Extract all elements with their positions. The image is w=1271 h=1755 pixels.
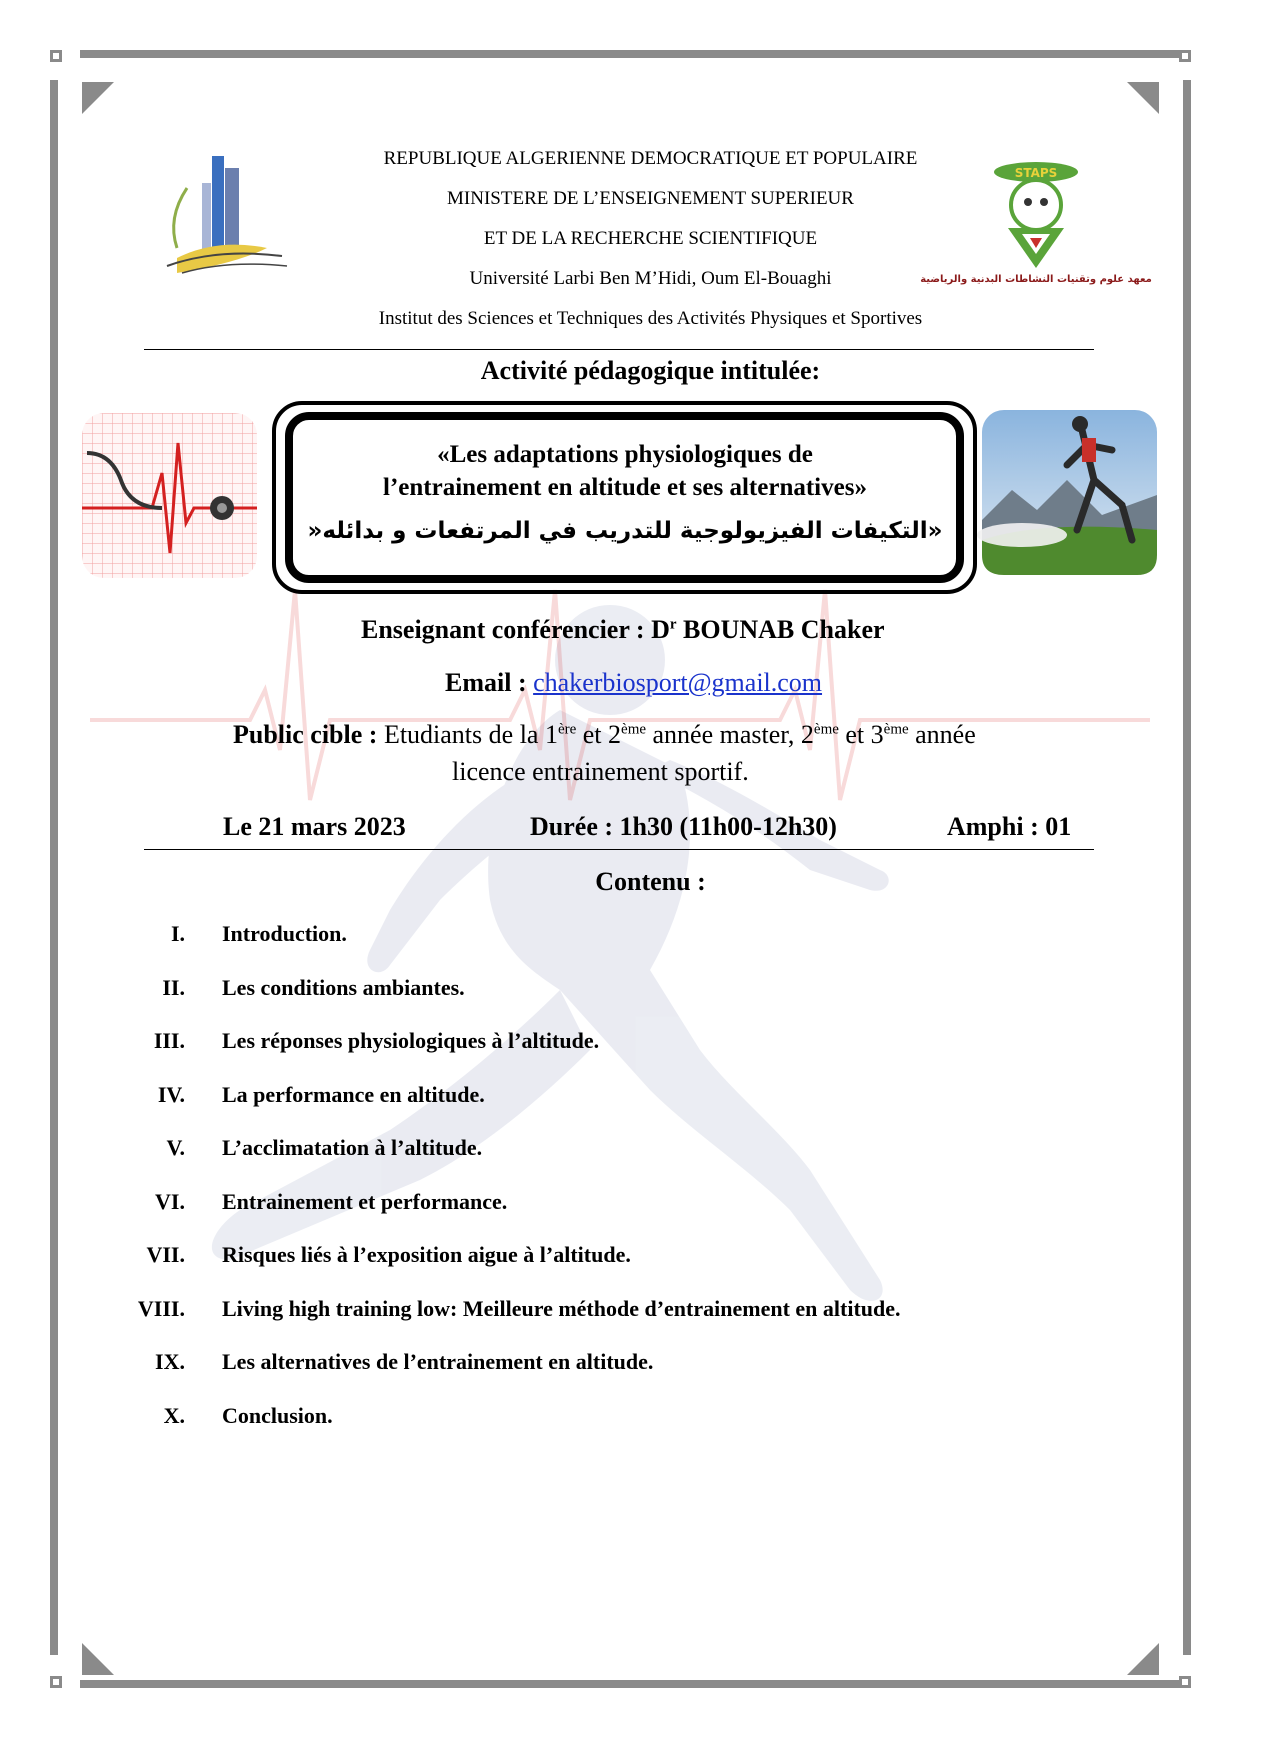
public-text-1: Etudiants de la 1 xyxy=(383,720,558,749)
toc-num: III. xyxy=(153,1028,185,1053)
toc-num: I. xyxy=(170,921,185,946)
toc-item: Les conditions ambiantes. xyxy=(222,975,465,1000)
corner-triangle-tr xyxy=(1127,82,1159,114)
teacher-line xyxy=(361,615,885,645)
toc-item: Entrainement et performance. xyxy=(222,1189,508,1214)
header-divider xyxy=(144,349,1094,350)
room-text: Amphi : 01 xyxy=(947,812,1072,841)
toc-item: Introduction. xyxy=(222,921,347,946)
header-ministry: MINISTERE DE L’ENSEIGNEMENT SUPERIEUR xyxy=(447,188,854,209)
mountain-runner-image xyxy=(982,410,1157,575)
header-research: ET DE LA RECHERCHE SCIENTIFIQUE xyxy=(483,228,818,249)
toc-num: VIII. xyxy=(137,1296,185,1321)
public-label: Public cible : xyxy=(233,720,384,749)
toc-num: II. xyxy=(162,975,185,1000)
toc-item: L’acclimatation à l’altitude. xyxy=(222,1135,483,1160)
teacher-name: BOUNAB Chaker xyxy=(676,615,885,644)
runner-watermark xyxy=(90,570,1150,1470)
email-line xyxy=(445,668,822,698)
corner-bottom-left xyxy=(50,1676,62,1688)
public-text-4: et 3 xyxy=(838,720,884,749)
toc-num: V. xyxy=(166,1135,185,1160)
title-fr-line1: «Les adaptations physiologiques de xyxy=(437,441,813,468)
date-text: Le 21 mars 2023 xyxy=(223,812,406,841)
border-top xyxy=(80,50,1180,58)
border-bottom xyxy=(80,1680,1180,1688)
corner-bottom-right xyxy=(1179,1676,1191,1688)
activity-label: Activité pédagogique intitulée: xyxy=(480,356,821,385)
public-line2: licence entrainement sportif. xyxy=(452,757,749,786)
public-sup-2: ème xyxy=(621,721,647,738)
info-divider xyxy=(144,849,1094,850)
public-line1 xyxy=(233,720,976,750)
title-arabic: «التكيفات الفيزيولوجية للتدريب في المرتفعات و بدائله« xyxy=(307,518,943,544)
header-republic: REPUBLIQUE ALGERIENNE DEMOCRATIQUE ET POPULAIRE xyxy=(383,148,918,169)
toc-item: Conclusion. xyxy=(222,1403,333,1428)
public-text-5: année xyxy=(908,720,976,749)
teacher-title-sup: r xyxy=(669,616,677,633)
public-sup-4: ème xyxy=(883,721,909,738)
staps-label: STAPS xyxy=(1014,166,1058,180)
public-sup-1: ère xyxy=(557,721,577,738)
teacher-label: Enseignant conférencier : D xyxy=(361,615,670,644)
email-label: Email : xyxy=(445,668,534,697)
toc-item: Living high training low: Meilleure méthode d’entrainement en altitude. xyxy=(222,1296,901,1321)
toc-num: IV. xyxy=(157,1082,185,1107)
public-text-2: et 2 xyxy=(576,720,622,749)
public-text-3: année master, 2 xyxy=(646,720,814,749)
toc-item: Risques liés à l’exposition aigue à l’altitude. xyxy=(222,1242,631,1267)
toc-num: X. xyxy=(163,1403,185,1428)
corner-triangle-tl xyxy=(82,82,114,114)
header-institute: Institut des Sciences et Techniques des Activités Physiques et Sportives xyxy=(378,308,923,329)
corner-triangle-bl xyxy=(82,1643,114,1675)
toc-num: VI. xyxy=(155,1189,185,1214)
header-university: Université Larbi Ben M’Hidi, Oum El-Bouaghi xyxy=(469,268,832,289)
email-link[interactable]: chakerbiosport@gmail.com xyxy=(533,668,823,697)
toc-item: Les réponses physiologiques à l’altitude. xyxy=(222,1028,600,1053)
corner-top-left xyxy=(50,50,62,62)
title-fr-line2: l’entrainement en altitude et ses alternatives» xyxy=(383,474,867,501)
corner-triangle-br xyxy=(1127,1643,1159,1675)
duration-text: Durée : 1h30 (11h00-12h30) xyxy=(530,812,837,841)
toc-item: Les alternatives de l’entrainement en altitude. xyxy=(222,1349,654,1374)
ecg-stethoscope-image xyxy=(82,413,257,578)
public-sup-3: ème xyxy=(813,721,839,738)
corner-top-right xyxy=(1179,50,1191,62)
contents-title: Contenu : xyxy=(595,867,706,896)
staps-arabic-label: معهد علوم وتقنيات النشاطات البدنية والرياضية xyxy=(920,274,1152,285)
toc-item: La performance en altitude. xyxy=(222,1082,485,1107)
toc-num: IX. xyxy=(155,1349,185,1374)
toc-num: VII. xyxy=(146,1242,185,1267)
